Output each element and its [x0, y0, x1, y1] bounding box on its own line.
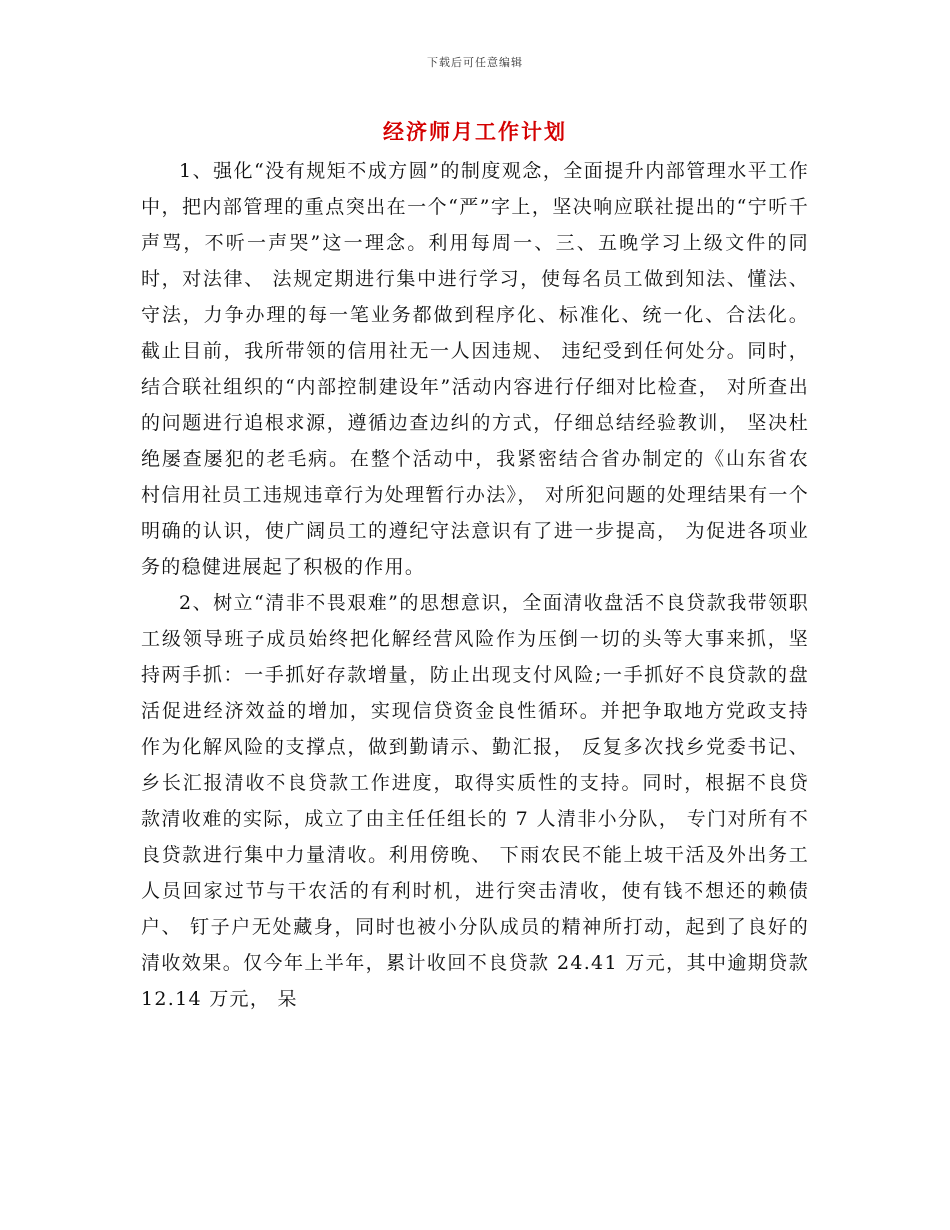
paragraph-2: 2、树立“清非不畏艰难”的思想意识，全面清收盘活不良贷款我带领职工级领导班子成员始终把化解经营风险作为压倒一切的头等大事来抓，坚持两手抓：一手抓好存款增量，防止出现支付风险;一手抓好不良贷款的盘活促进经济效益的增加，实现信贷资金良性循环。并把争取地方党政支持作为化解风险的支撑点，做到勤请示、勤汇报， 反复多次找乡党委书记、乡长汇报清收不良贷款工作进度，取得实质性的支持。同时，根据不良贷款清收难的实际，成立了由主任任组长的 7 人清非小分队， 专门对所有不良贷款进行集中力量清收。利用傍晚、 下雨农民不能上坡干活及外出务工人员回家过节与干农活的有利时机，进行突击清收，使有钱不想还的赖债户、 钉子户无处藏身，同时也被小分队成员的精神所打动，起到了良好的清收效果。仅今年上半年，累计收回不良贷款 24.41 万元，其中逾期贷款 12.14 万元， 呆: [141, 592, 809, 1010]
document-title: 经济师月工作计划: [383, 119, 567, 144]
header-note: 下载后可任意编辑: [427, 56, 523, 69]
paragraph-1: 1、强化“没有规矩不成方圆”的制度观念，全面提升内部管理水平工作中，把内部管理的重点突出在一个“严”字上，坚决响应联社提出的“宁听千声骂，不听一声哭”这一理念。利用每周一、三、五晚学习上级文件的同时，对法律、 法规定期进行集中进行学习，使每名员工做到知法、懂法、守法，力争办理的每一笔业务都做到程序化、标准化、统一化、合法化。截止目前，我所带领的信用社无一人因违规、 违纪受到任何处分。同时，结合联社组织的“内部控制建设年”活动内容进行仔细对比检查， 对所查出的问题进行追根求源，遵循边查边纠的方式，仔细总结经验教训， 坚决杜绝屡查屡犯的老毛病。在整个活动中，我紧密结合省办制定的《山东省农村信用社员工违规违章行为处理暂行办法》， 对所犯问题的处理结果有一个明确的认识，使广阔员工的遵纪守法意识有了进一步提高， 为促进各项业务的稳健进展起了积极的作用。: [141, 160, 809, 578]
document-body: [141, 153, 809, 1017]
